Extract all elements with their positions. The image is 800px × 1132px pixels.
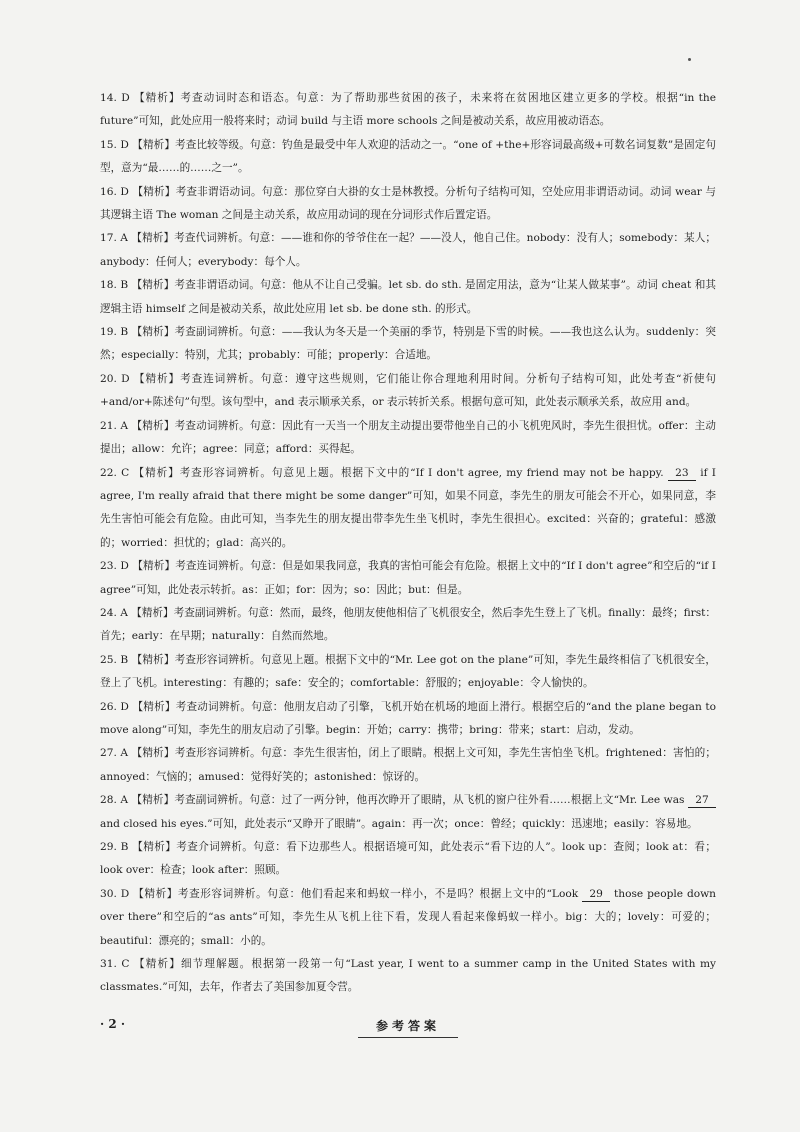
answer-item-14: 14. D 【精析】考查动词时态和语态。句意：为了帮助那些贫困的孩子，未来将在贫困地区建立更多的学校。根据“in the future”可知，此处应用一般将来时；动词 build 与主语 more schools 之间是被动关系，故应用被动语态。 — [100, 92, 716, 128]
answer-explanations — [100, 87, 716, 1000]
answer-item-23: 23. D 【精析】考查连词辨析。句意：但是如果我同意，我真的害怕可能会有危险。根据上文中的“If I don't agree”和空后的“if I agree”可知，此处表示转折。as：正如；for：因为；so：因此；but：但是。 — [100, 560, 716, 596]
answer-item-20: 20. D 【精析】考查连词辨析。句意：遵守这些规则，它们能让你合理地利用时间。分析句子结构可知，此处考查“祈使句+and/or+陈述句”句型。该句型中，and 表示顺承关系，or 表示转折关系。根据句意可知，此处表示顺承关系，故应用 and。 — [100, 372, 716, 409]
answer-item-29: 29. B 【精析】考查介词辨析。句意：看下边那些人。根据语境可知，此处表示“看下边的人”。look up：查阅；look at：看；look over：检查；look after：照顾。 — [100, 841, 716, 877]
answer-item-30 — [100, 883, 716, 953]
answer-text-after-blank: and closed his eyes.”可知，此处表示“又睁开了眼睛”。again：再一次；once：曾经；quickly：迅速地；easily：容易地。 — [100, 817, 698, 830]
answer-item-17: 17. A 【精析】考查代词辨析。句意：——谁和你的爷爷住在一起？——没人，他自己住。nobody：没有人；somebody：某人；anybody：任何人；everybody：每个人。 — [100, 232, 716, 268]
stray-dot — [688, 58, 691, 61]
page-footer — [100, 1017, 716, 1047]
footer-underline — [358, 1037, 458, 1038]
answer-item-26: 26. D 【精析】考查动词辨析。句意：他朋友启动了引擎，飞机开始在机场的地面上滑行。根据空后的“and the plane began to move along”可知，李先生的朋友启动了引擎。begin：开始；carry：携带；bring：带来；start：启动，发动。 — [100, 700, 716, 736]
answer-text-before-blank: 28. A 【精析】考查副词辨析。句意：过了一两分钟，他再次睁开了眼睛，从飞机的窗户往外看……根据上文“Mr. Lee was — [100, 794, 685, 807]
answer-item-27: 27. A 【精析】考查形容词辨析。句意：李先生很害怕，闭上了眼睛。根据上文可知，李先生害怕坐飞机。frightened：害怕的；annoyed：气恼的；amused：觉得好笑的；astonished：惊讶的。 — [100, 747, 716, 783]
answer-text-after-blank: those people down over there”和空后的“as ants”可知，李先生从飞机上往下看，发现人看起来像蚂蚁一样小。big：大的；lovely：可爱的；beautiful：漂亮的；small：小的。 — [100, 887, 716, 947]
answer-item-22 — [100, 462, 716, 556]
answer-item-18: 18. B 【精析】考查非谓语动词。句意：他从不让自己受骗。let sb. do sth. 是固定用法，意为“让某人做某事”。动词 cheat 和其逻辑主语 himself 之间是被动关系，故此处应用 let sb. be done sth. 的形式。 — [100, 279, 716, 315]
page-number: · 2 · — [100, 1017, 126, 1031]
answer-item-31: 31. C 【精析】细节理解题。根据第一段第一句“Last year, I went to a summer camp in the United States with my classmates.”可知，去年，作者去了美国参加夏令营。 — [100, 958, 716, 994]
answer-text-after-blank: if I agree, I'm really afraid that there might be some danger”可知，如果不同意，李先生的朋友可能会不开心，如果同意，李先生害怕可能会有危险。由此可知，当李先生的朋友提出带李先生坐飞机时，李先生很担心。excited：兴奋的；grateful：感激的；worried：担忧的；glad：高兴的。 — [100, 466, 716, 549]
blank-number: 27 — [688, 794, 716, 808]
answer-item-15: 15. D 【精析】考查比较等级。句意：钓鱼是最受中年人欢迎的活动之一。“one of +the+形容词最高级+可数名词复数”是固定句型，意为“最……的……之一”。 — [100, 138, 716, 175]
blank-number: 29 — [582, 888, 610, 902]
answer-item-21: 21. A 【精析】考查动词辨析。句意：因此有一天当一个朋友主动提出要带他坐自己的小飞机兜风时，李先生很担忧。offer：主动提出；allow：允许；agree：同意；afford：买得起。 — [100, 419, 716, 456]
answer-item-28 — [100, 789, 716, 836]
footer-title: 参考答案 — [375, 1019, 440, 1033]
answer-text-before-blank: 22. C 【精析】考查形容词辨析。句意见上题。根据下文中的“If I don't agree, my friend may not be happy. — [100, 466, 664, 479]
blank-number: 23 — [668, 467, 696, 481]
answer-item-16: 16. D 【精析】考查非谓语动词。句意：那位穿白大褂的女士是林教授。分析句子结构可知，空处应用非谓语动词。动词 wear 与其逻辑主语 The woman 之间是主动关系，故应用动词的现在分词形式作后置定语。 — [100, 185, 716, 222]
answer-item-19: 19. B 【精析】考查副词辨析。句意：——我认为冬天是一个美丽的季节，特别是下雪的时候。——我也这么认为。suddenly：突然；especially：特别，尤其；probably：可能；properly：合适地。 — [100, 326, 716, 362]
answer-text-before-blank: 30. D 【精析】考查形容词辨析。句意：他们看起来和蚂蚁一样小，不是吗？根据上文中的“Look — [100, 887, 579, 900]
answer-item-24: 24. A 【精析】考查副词辨析。句意：然而，最终，他朋友使他相信了飞机很安全，然后李先生登上了飞机。finally：最终；first：首先；early：在早期；naturally：自然而然地。 — [100, 606, 716, 643]
answer-item-25: 25. B 【精析】考查形容词辨析。句意见上题。根据下文中的“Mr. Lee got on the plane”可知，李先生最终相信了飞机很安全，登上了飞机。interesting：有趣的；safe：安全的；comfortable：舒服的；enjoyable：令人愉快的。 — [100, 653, 716, 690]
